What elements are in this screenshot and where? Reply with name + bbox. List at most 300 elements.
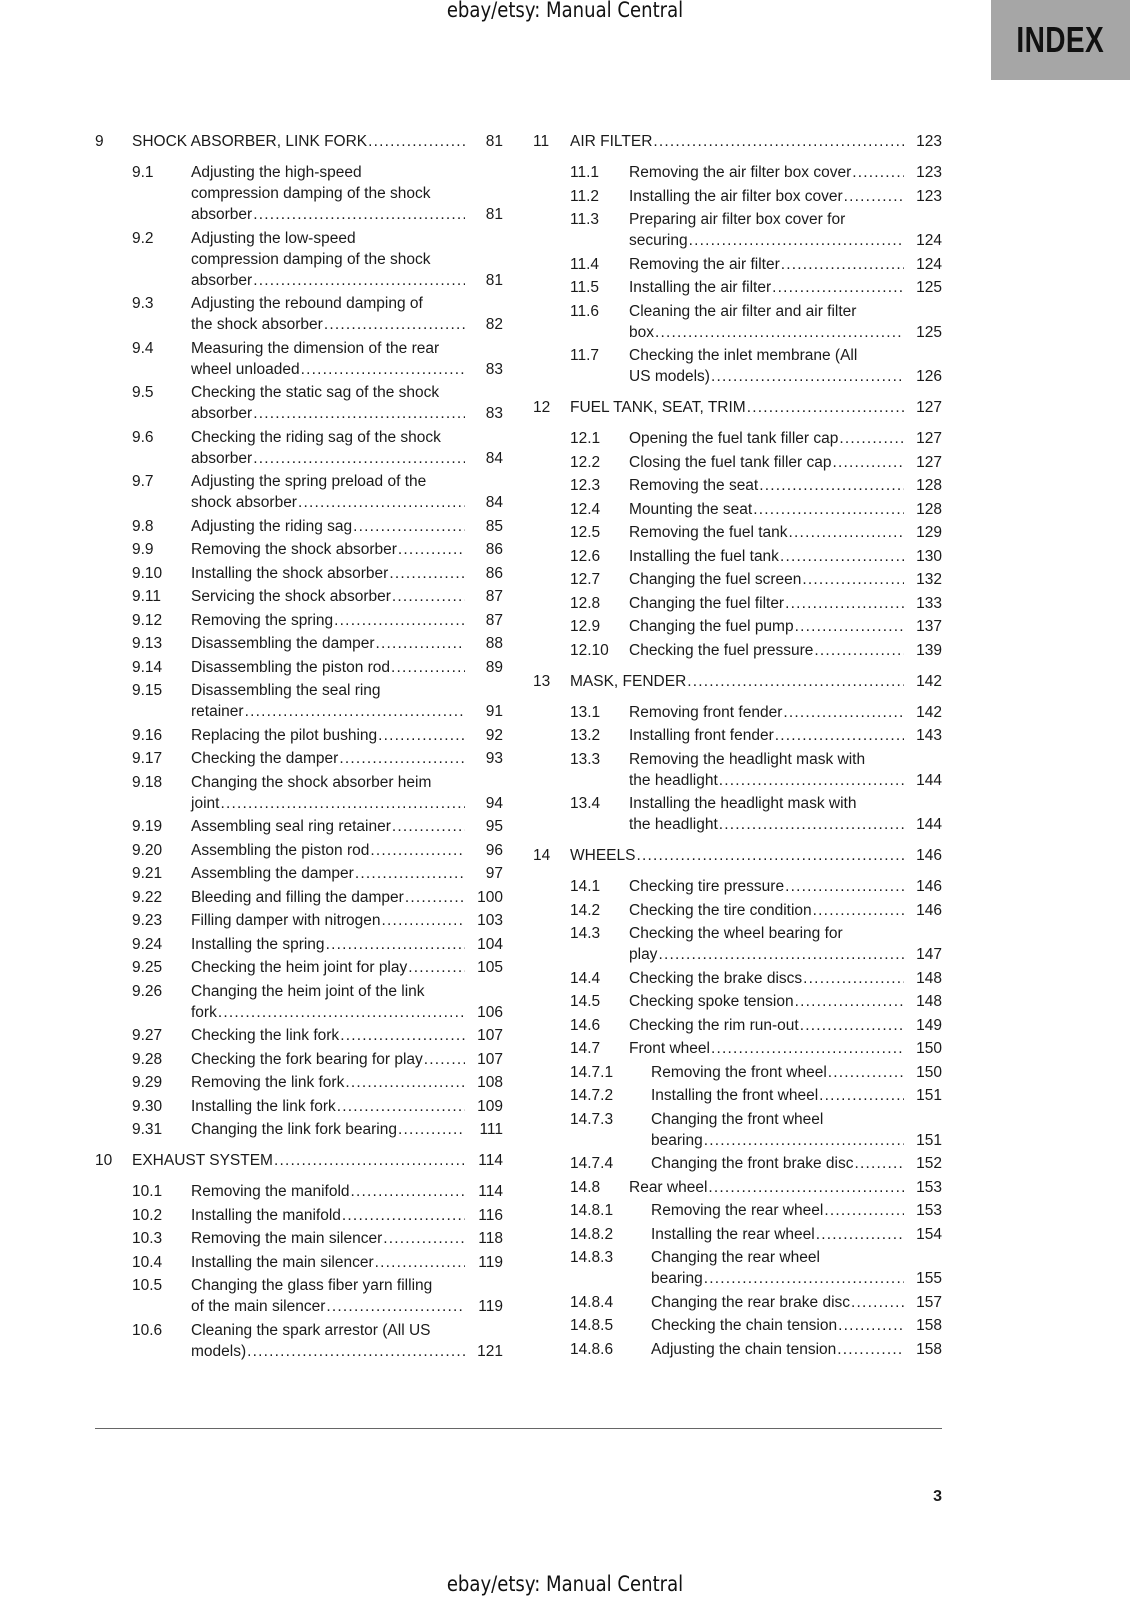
- toc-entry[interactable]: [95, 1025, 503, 1046]
- entry-title-line: [191, 204, 503, 225]
- entry-number: 14.8.6: [570, 1340, 614, 1358]
- title-text: Checking tire pressure: [629, 878, 785, 895]
- dot-leader: [823, 1200, 904, 1221]
- entry-number: 14.8.5: [570, 1317, 614, 1334]
- toc-entry[interactable]: [95, 910, 503, 931]
- toc-entry[interactable]: [533, 1315, 942, 1336]
- toc-entry[interactable]: [95, 657, 503, 678]
- toc-entry[interactable]: [533, 1015, 942, 1036]
- toc-entry[interactable]: [533, 968, 942, 989]
- toc-entry[interactable]: [533, 749, 942, 791]
- entry-number: 9.26: [132, 982, 163, 1000]
- page-ref[interactable]: 108: [477, 1074, 503, 1091]
- entry-title-line: [191, 293, 503, 314]
- page-ref[interactable]: 85: [485, 517, 503, 535]
- entry-number: 14.7: [570, 1040, 601, 1057]
- entry-number: 9.2: [132, 229, 154, 247]
- title-text: compression damping of the shock: [191, 250, 431, 268]
- toc-chapter[interactable]: [533, 131, 942, 152]
- page-ref[interactable]: 86: [485, 541, 503, 558]
- toc-entry[interactable]: [533, 702, 942, 723]
- toc-entry[interactable]: [533, 499, 942, 520]
- page-ref[interactable]: 121: [477, 1342, 503, 1360]
- toc-entry[interactable]: [95, 1181, 503, 1202]
- dot-leader: [244, 701, 465, 722]
- toc-entry[interactable]: [533, 345, 942, 387]
- page-ref[interactable]: 123: [916, 133, 942, 150]
- dot-leader: [338, 748, 465, 769]
- page-ref[interactable]: 129: [916, 524, 942, 541]
- page-ref[interactable]: 137: [916, 618, 942, 635]
- title-text: Changing the rear brake disc: [651, 1293, 851, 1311]
- entry-title-line: [651, 1062, 942, 1083]
- page-ref[interactable]: 107: [477, 1027, 503, 1044]
- toc-entry[interactable]: [95, 680, 503, 722]
- page-ref[interactable]: 119: [478, 1253, 503, 1271]
- page-ref[interactable]: 150: [916, 1063, 942, 1081]
- entry-number: 10.2: [132, 1206, 163, 1224]
- toc-entry[interactable]: [533, 991, 942, 1012]
- title-text: Assembling seal ring retainer: [191, 818, 391, 835]
- entry-title: [629, 725, 942, 746]
- entry-number: 10: [95, 1152, 113, 1169]
- entry-title-line: [191, 1320, 503, 1341]
- toc-entry[interactable]: [95, 586, 503, 607]
- toc-entry[interactable]: [533, 1339, 942, 1360]
- dot-leader: [252, 403, 465, 424]
- entry-title-line: [191, 910, 503, 931]
- entry-title-line: [191, 748, 503, 769]
- page-ref[interactable]: 83: [485, 360, 503, 378]
- page-ref[interactable]: 94: [485, 794, 503, 812]
- toc-entry[interactable]: [95, 1275, 503, 1317]
- page-ref[interactable]: 128: [916, 500, 942, 518]
- title-text: Assembling the piston rod: [191, 841, 370, 859]
- toc-entry[interactable]: [533, 1224, 942, 1245]
- entry-title-line: [629, 209, 942, 230]
- page-ref[interactable]: 133: [916, 594, 942, 612]
- entry-number: 11.1: [570, 164, 600, 181]
- page-ref[interactable]: 158: [916, 1340, 942, 1358]
- page-ref[interactable]: 142: [916, 703, 942, 721]
- title-text: AIR FILTER: [570, 133, 653, 150]
- entry-title-line: [191, 1025, 503, 1046]
- entry-title-line: [629, 944, 942, 965]
- page-ref[interactable]: 126: [916, 368, 942, 385]
- page-ref[interactable]: 81: [485, 133, 503, 150]
- toc-entry[interactable]: [533, 616, 942, 637]
- title-text: Disassembling the seal ring: [191, 682, 381, 699]
- page-ref[interactable]: 88: [485, 635, 503, 652]
- entry-title: [191, 586, 503, 607]
- title-text: Front wheel: [629, 1040, 710, 1057]
- page-ref[interactable]: 151: [916, 1087, 942, 1104]
- toc-entry[interactable]: [95, 772, 503, 814]
- entry-title: [191, 471, 503, 513]
- entry-number: 14.8.4: [570, 1293, 614, 1311]
- toc-entry[interactable]: [533, 1038, 942, 1059]
- dot-leader: [374, 1252, 465, 1273]
- page-ref[interactable]: 123: [916, 187, 942, 205]
- entry-title: [191, 772, 503, 814]
- toc-entry[interactable]: [95, 887, 503, 908]
- toc-entry[interactable]: [95, 1119, 503, 1140]
- page-ref[interactable]: 81: [485, 206, 503, 223]
- page-ref[interactable]: 92: [485, 726, 503, 744]
- entry-title-line: [191, 471, 503, 492]
- page-ref[interactable]: 125: [916, 323, 942, 341]
- toc-entry[interactable]: [533, 475, 942, 496]
- title-text: Closing the fuel tank filler cap: [629, 453, 832, 471]
- entry-title: [651, 1339, 942, 1360]
- page-ref[interactable]: 95: [485, 818, 503, 835]
- entry-title-line: [191, 772, 503, 793]
- entry-title: [191, 840, 503, 861]
- title-text: Checking the inlet membrane (All: [629, 347, 858, 364]
- toc-entry[interactable]: [533, 277, 942, 298]
- dot-leader: [375, 633, 465, 654]
- entry-number: 9.1: [132, 164, 154, 181]
- entry-title-line: [629, 366, 942, 387]
- page-ref[interactable]: 147: [916, 946, 942, 963]
- page-ref[interactable]: 127: [916, 399, 942, 416]
- entry-number: 9.22: [132, 888, 163, 906]
- toc-entry[interactable]: [95, 293, 503, 335]
- entry-title: [191, 338, 503, 380]
- toc-entry[interactable]: [95, 957, 503, 978]
- toc-entry[interactable]: [533, 793, 942, 835]
- page-ref[interactable]: 146: [916, 901, 942, 919]
- dot-leader: [827, 1062, 904, 1083]
- entry-title: [191, 1072, 503, 1093]
- title-text: bearing: [651, 1270, 703, 1287]
- page-ref[interactable]: 123: [916, 164, 942, 181]
- entry-title-line: [191, 270, 503, 291]
- index-tab: [991, 0, 1130, 80]
- entry-title-line: [191, 1205, 503, 1226]
- dot-leader: [325, 934, 465, 955]
- dot-leader: [407, 957, 465, 978]
- page-ref[interactable]: 157: [916, 1293, 942, 1311]
- toc-entry[interactable]: [95, 816, 503, 837]
- dot-leader: [780, 254, 904, 275]
- page-ref[interactable]: 87: [485, 611, 503, 629]
- toc-entry[interactable]: [533, 546, 942, 567]
- entry-title-line: [629, 725, 942, 746]
- toc-entry[interactable]: [95, 382, 503, 424]
- entry-number: 12.8: [570, 594, 601, 612]
- title-text: Removing the air filter: [629, 255, 780, 273]
- title-text: Checking the riding sag of the shock: [191, 428, 441, 446]
- entry-title-line: [570, 671, 942, 692]
- entry-title-line: [651, 1224, 942, 1245]
- toc-entry[interactable]: [533, 569, 942, 590]
- dot-leader: [707, 1177, 904, 1198]
- toc-chapter[interactable]: [533, 845, 942, 866]
- title-text: retainer: [191, 703, 244, 720]
- toc-entry[interactable]: [95, 539, 503, 560]
- dot-leader: [388, 563, 465, 584]
- title-text: Changing the fuel screen: [629, 571, 802, 588]
- entry-title: [191, 910, 503, 931]
- toc-entry[interactable]: [95, 1228, 503, 1249]
- page-ref[interactable]: 86: [485, 564, 503, 582]
- page-ref[interactable]: 118: [478, 1230, 503, 1247]
- dot-leader: [300, 359, 465, 380]
- entry-number: 12.1: [570, 430, 601, 447]
- entry-title: [191, 1275, 503, 1317]
- page-ref[interactable]: 105: [477, 959, 503, 976]
- toc-entry[interactable]: [95, 840, 503, 861]
- toc-entry[interactable]: [533, 1153, 942, 1174]
- toc-entry[interactable]: [95, 610, 503, 631]
- toc-entry[interactable]: [95, 516, 503, 537]
- page-ref[interactable]: 91: [485, 703, 503, 720]
- toc-entry[interactable]: [533, 452, 942, 473]
- entry-title-line: [629, 991, 942, 1012]
- title-text: Removing the spring: [191, 611, 334, 629]
- toc-entry[interactable]: [533, 1292, 942, 1313]
- page-ref[interactable]: 151: [916, 1131, 942, 1149]
- toc-chapter[interactable]: [95, 131, 503, 152]
- title-text: of the main silencer: [191, 1298, 326, 1315]
- title-text: box: [629, 323, 654, 341]
- page-ref[interactable]: 143: [916, 727, 942, 744]
- page-ref[interactable]: 153: [916, 1202, 942, 1219]
- title-text: Checking the fork bearing for play: [191, 1050, 423, 1068]
- dot-leader: [802, 968, 904, 989]
- entry-title-line: [191, 448, 503, 469]
- dot-leader: [758, 475, 904, 496]
- page-ref[interactable]: 84: [485, 449, 503, 467]
- toc-entry[interactable]: [95, 981, 503, 1023]
- dot-leader: [752, 499, 904, 520]
- toc-chapter[interactable]: [533, 397, 942, 418]
- entry-number: 12.9: [570, 618, 601, 635]
- page-ref[interactable]: 96: [485, 841, 503, 859]
- dot-leader: [397, 1119, 465, 1140]
- title-text: Changing the shock absorber heim: [191, 773, 432, 791]
- page-ref[interactable]: 148: [916, 969, 942, 987]
- entry-number: 13.2: [570, 727, 601, 744]
- title-text: Removing the fuel tank: [629, 524, 788, 541]
- dot-leader: [843, 186, 904, 207]
- toc-entry[interactable]: [533, 900, 942, 921]
- entry-title: [570, 671, 942, 692]
- entry-title: [629, 499, 942, 520]
- page-ref[interactable]: 132: [916, 571, 942, 588]
- page-ref[interactable]: 155: [916, 1270, 942, 1287]
- page-ref[interactable]: 114: [478, 1183, 503, 1200]
- page-ref[interactable]: 125: [916, 279, 942, 296]
- entry-title: [132, 131, 503, 152]
- entry-title-line: [629, 702, 942, 723]
- toc-entry[interactable]: [95, 228, 503, 291]
- toc-entry[interactable]: [533, 1085, 942, 1106]
- toc-chapter[interactable]: [533, 671, 942, 692]
- page-ref[interactable]: 152: [916, 1155, 942, 1172]
- page-ref[interactable]: 93: [485, 750, 503, 767]
- toc-entry[interactable]: [95, 1096, 503, 1117]
- page-ref[interactable]: 97: [485, 865, 503, 882]
- title-text: absorber: [191, 271, 253, 289]
- dot-leader: [339, 1025, 465, 1046]
- page-ref[interactable]: 127: [916, 453, 942, 471]
- entry-number: 14.7.4: [570, 1155, 614, 1172]
- page-ref[interactable]: 103: [477, 912, 503, 929]
- entry-number: 14.8.2: [570, 1225, 614, 1243]
- toc-entry[interactable]: [95, 1049, 503, 1070]
- entry-title: [191, 863, 503, 884]
- toc-entry[interactable]: [95, 1320, 503, 1362]
- page-ref[interactable]: 111: [479, 1121, 503, 1138]
- toc-entry[interactable]: [533, 209, 942, 251]
- toc-entry[interactable]: [95, 863, 503, 884]
- toc-entry[interactable]: [533, 428, 942, 449]
- entry-title-line: [629, 793, 942, 814]
- page-ref[interactable]: 144: [916, 771, 942, 789]
- entry-title-line: [629, 186, 942, 207]
- entry-number: 13.3: [570, 750, 601, 768]
- entry-number: 10.5: [132, 1277, 163, 1294]
- page-ref[interactable]: 142: [916, 672, 942, 690]
- toc-entry[interactable]: [95, 748, 503, 769]
- toc-entry[interactable]: [533, 1177, 942, 1198]
- toc-entry[interactable]: [95, 1205, 503, 1226]
- page-ref[interactable]: 146: [916, 878, 942, 895]
- title-text: Checking the brake discs: [629, 969, 803, 987]
- entry-title: [629, 522, 942, 543]
- entry-title: [629, 1177, 942, 1198]
- page-ref[interactable]: 158: [916, 1317, 942, 1334]
- toc-entry[interactable]: [95, 725, 503, 746]
- title-text: joint: [191, 794, 220, 812]
- page-ref[interactable]: 130: [916, 547, 942, 565]
- toc-chapter[interactable]: [95, 1150, 503, 1171]
- toc-entry[interactable]: [95, 1252, 503, 1273]
- toc-entry[interactable]: [533, 876, 942, 897]
- entry-title: [191, 981, 503, 1023]
- entry-title-line: [191, 957, 503, 978]
- toc-entry[interactable]: [533, 1247, 942, 1289]
- title-text: SHOCK ABSORBER, LINK FORK: [132, 133, 368, 150]
- page-ref[interactable]: 100: [477, 888, 503, 906]
- entry-number: 12.7: [570, 571, 601, 588]
- title-text: Changing the fuel pump: [629, 618, 794, 635]
- page-ref[interactable]: 89: [485, 658, 503, 676]
- toc-entry[interactable]: [533, 593, 942, 614]
- page-ref[interactable]: 87: [485, 588, 503, 605]
- toc-entry[interactable]: [95, 162, 503, 225]
- dot-leader: [273, 1150, 465, 1171]
- page-ref[interactable]: 149: [916, 1016, 942, 1034]
- title-text: Installing the air filter box cover: [629, 187, 843, 205]
- toc-entry[interactable]: [95, 471, 503, 513]
- title-text: Adjusting the chain tension: [651, 1340, 837, 1358]
- page-ref[interactable]: 119: [478, 1298, 503, 1315]
- toc-entry[interactable]: [533, 640, 942, 661]
- toc-entry[interactable]: [95, 1072, 503, 1093]
- toc-entry[interactable]: [533, 186, 942, 207]
- page-ref[interactable]: 150: [916, 1040, 942, 1057]
- dot-leader: [794, 616, 904, 637]
- entry-number: 11: [533, 133, 550, 150]
- page-ref[interactable]: 116: [478, 1206, 503, 1224]
- page-ref[interactable]: 148: [916, 993, 942, 1010]
- entry-number: 12.2: [570, 453, 601, 471]
- page-ref[interactable]: 114: [478, 1152, 503, 1169]
- dot-leader: [352, 516, 465, 537]
- entry-title-line: [651, 1085, 942, 1106]
- page-ref[interactable]: 154: [916, 1225, 942, 1243]
- dot-leader: [344, 1072, 465, 1093]
- page-ref[interactable]: 107: [477, 1050, 503, 1068]
- title-text: Removing the air filter box cover: [629, 164, 852, 181]
- page-ref[interactable]: 144: [916, 816, 942, 833]
- entry-title: [629, 876, 942, 897]
- entry-title-line: [629, 522, 942, 543]
- entry-title: [132, 1150, 503, 1171]
- toc-entry[interactable]: [533, 1109, 942, 1151]
- title-text: Cleaning the air filter and air filter: [629, 302, 857, 320]
- entry-number: 9.23: [132, 912, 163, 929]
- page-ref[interactable]: 139: [916, 641, 942, 659]
- dot-leader: [350, 1181, 465, 1202]
- page-ref[interactable]: 82: [485, 316, 503, 333]
- page-ref[interactable]: 104: [477, 935, 503, 953]
- page-ref[interactable]: 109: [477, 1097, 503, 1115]
- page-ref[interactable]: 84: [485, 494, 503, 511]
- entry-number: 9.12: [132, 611, 163, 629]
- page-ref[interactable]: 83: [485, 405, 503, 422]
- entry-title: [629, 452, 942, 473]
- toc-entry[interactable]: [95, 338, 503, 380]
- toc-entry[interactable]: [533, 1062, 942, 1083]
- page-ref[interactable]: 106: [477, 1003, 503, 1021]
- toc-entry[interactable]: [95, 563, 503, 584]
- toc-entry[interactable]: [533, 301, 942, 343]
- page-ref[interactable]: 128: [916, 477, 942, 494]
- title-text: fork: [191, 1003, 217, 1021]
- toc-entry[interactable]: [533, 254, 942, 275]
- toc-entry[interactable]: [95, 633, 503, 654]
- entry-number: 9.30: [132, 1097, 163, 1115]
- entry-title-line: [651, 1109, 942, 1130]
- page-ref[interactable]: 124: [916, 255, 942, 273]
- entry-title-line: [651, 1315, 942, 1336]
- page-ref[interactable]: 146: [916, 847, 942, 864]
- toc-entry[interactable]: [533, 522, 942, 543]
- entry-title: [629, 428, 942, 449]
- entry-title-line: [191, 1181, 503, 1202]
- entry-title-line: [191, 1296, 503, 1317]
- toc-entry[interactable]: [533, 725, 942, 746]
- title-text: absorber: [191, 405, 253, 422]
- toc-entry[interactable]: [533, 1200, 942, 1221]
- toc-entry[interactable]: [95, 934, 503, 955]
- entry-title-line: [191, 516, 503, 537]
- page-ref[interactable]: 124: [916, 232, 942, 249]
- page-ref[interactable]: 153: [916, 1178, 942, 1196]
- toc-entry[interactable]: [533, 162, 942, 183]
- page-ref[interactable]: 81: [485, 271, 503, 289]
- page-ref[interactable]: 127: [916, 430, 942, 447]
- title-text: Removing the front wheel: [651, 1063, 827, 1081]
- entry-title: [629, 162, 942, 183]
- index-tab-label: INDEX: [1016, 19, 1105, 60]
- toc-entry[interactable]: [533, 923, 942, 965]
- toc-entry[interactable]: [95, 427, 503, 469]
